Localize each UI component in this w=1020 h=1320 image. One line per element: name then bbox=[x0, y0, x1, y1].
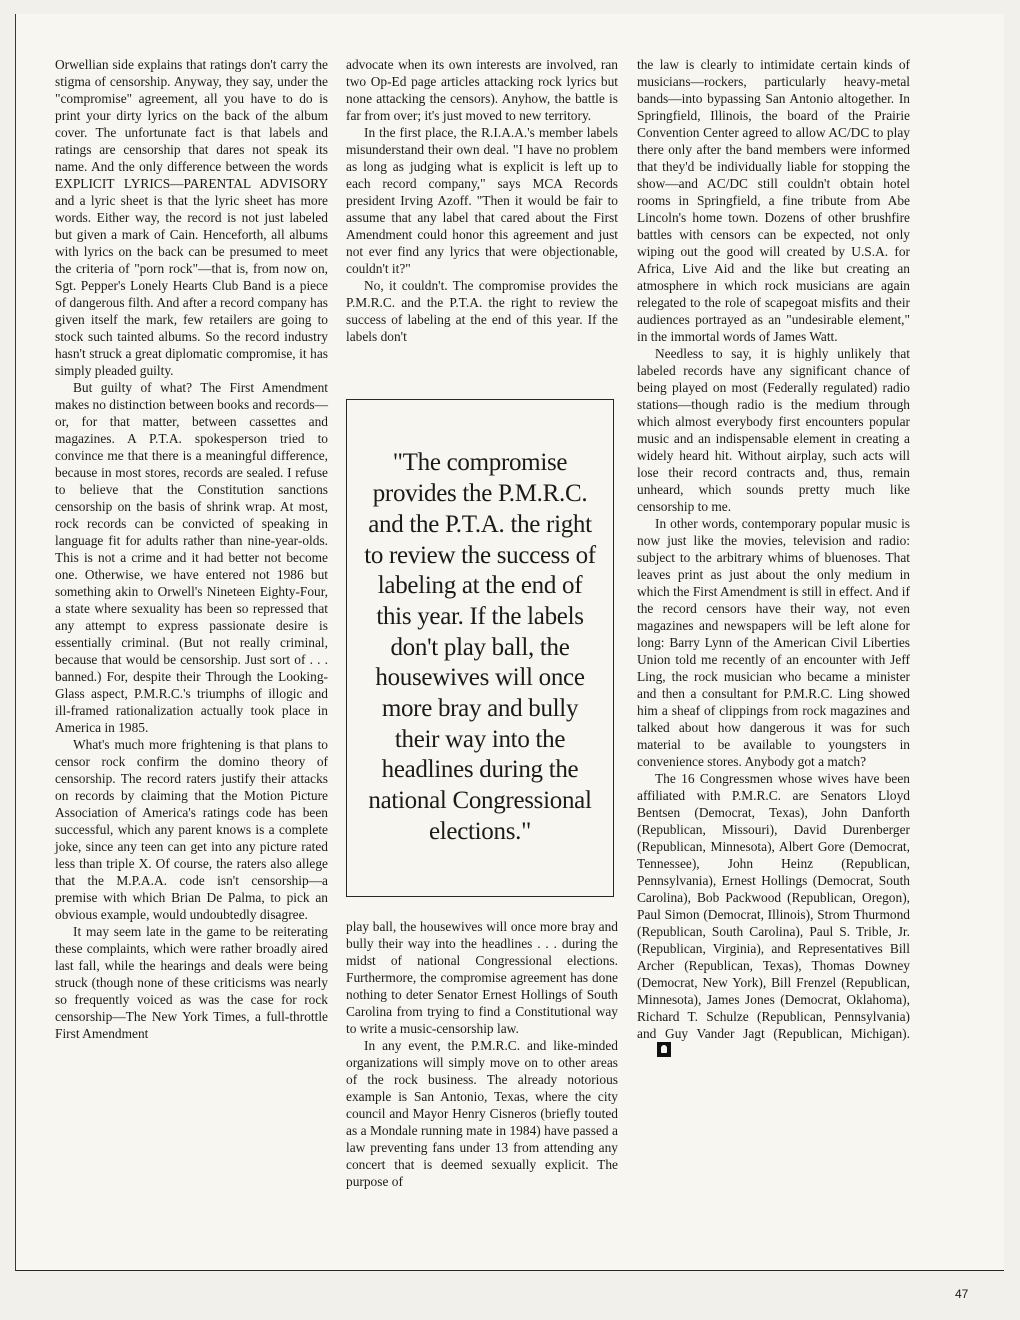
paragraph: the law is clearly to intimidate certain kinds of musicians—rockers, particularly heavy-metal bands—into bypassing San Antonio altogether. In Springfield, Illinois, the board of the Prairie Convention Center agreed to allow AC/DC to play there only after the band members were informed that they'd be individually liable for stopping the show—and AC/DC still couldn't obtain hotel rooms in Springfield, a fine tribute from Abe Lincoln's home town. Dozens of other brushfire battles with censors can be expected, not only wiping out the good will created by U.S.A. for Africa, Live Aid and the like but creating an atmosphere in which rock musicians are again relegated to the role of scapegoat misfits and their audiences portrayed as an "undesirable element," in the immortal words of James Watt. bbox=[637, 57, 910, 344]
paragraph: It may seem late in the game to be reiterating these complaints, which were rather broadly aired last fall, while the hearings and deals were being struck (though none of these criticisms was nearly so frequently voiced as was the case for rock censorship—The New York Times, a full-throttle First Amendment bbox=[55, 924, 328, 1041]
paragraph-text: The 16 Congressmen whose wives have been affiliated with P.M.R.C. are Senators Lloyd Bentsen (Democrat, Texas), John Danforth (Republican, Missouri), David Durenberger (Republican, Minnesota), Albert Gore (Democrat, Tennessee), John Heinz (Republican, Pennsylvania), Ernest Hollings (Democrat, South Carolina), Bob Packwood (Republican, Oregon), Paul Simon (Democrat, Illinois), Strom Thurmond (Republican, South Carolina), Paul S. Trible, Jr. (Republican, Virginia), and Representatives Bill Archer (Republican, Texas), Thomas Downey (Democrat, New York), Bill Frenzel (Republican, Minnesota), James Jones (Democrat, Oklahoma), Richard T. Schulze (Republican, Pennsylvania) and Guy Vander Jagt (Republican, Michigan). bbox=[637, 771, 910, 1041]
paragraph: But guilty of what? The First Amendment makes no distinction between books and records—or, for that matter, between cassettes and magazines. A P.T.A. spokesperson tried to convince me that there is a meaningful difference, because in most stores, records are sealed. I refuse to believe that the Constitution sanctions censorship on the basis of shrink wrap. At most, rock records can be convicted of speaking in language fit for adults rather than nine-year-olds. This is not a crime and it had better not become one. Otherwise, we have entered not 1986 but something akin to Orwell's Nineteen Eighty-Four, a state where sexuality has been so repressed that any attempt to express passionate desire is essentially criminal. (But not really criminal, because that would be censorship. Just sort of . . . banned.) For, despite their Through the Looking-Glass aspect, P.M.R.C.'s triumphs of illogic and ill-framed rationalization actually took place in America in 1985. bbox=[55, 380, 328, 735]
paragraph: In other words, contemporary popular music is now just like the movies, television and radio: subject to the arbitrary whims of bluenoses. That leaves print as just about the only medium in which the First Amendment is still in effect. And if the record censors have their way, not even magazines and newspapers will be left alone for long: Barry Lynn of the American Civil Liberties Union told me recently of an encounter with Jeff Ling, the rock musician who became a minister and then a consultant for P.M.R.C. Ling showed him a sheaf of clippings from rock magazines and talked about how dangerous it was for such material to be available to youngsters in convenience stores. Anybody got a match? bbox=[637, 516, 910, 769]
paragraph: In any event, the P.M.R.C. and like-minded organizations will simply move on to other areas of the rock business. The already notorious example is San Antonio, Texas, where the city council and Mayor Henry Cisneros (briefly touted as a Mondale running mate in 1984) have passed a law preventing fans under 13 from attending any concert that is deemed sexually explicit. The purpose of bbox=[346, 1038, 618, 1189]
paragraph: In the first place, the R.I.A.A.'s member labels misunderstand their own deal. "I have no problem as long as judging what is explicit is left up to each record company," says MCA Records president Irving Azoff. "Then it would be fair to assume that any label that cared about the First Amendment could honor this agreement and just not ever find any lyrics that were objectionable, couldn't it?" bbox=[346, 125, 618, 276]
pull-quote-box bbox=[346, 399, 614, 897]
column-2-bottom bbox=[346, 918, 618, 1190]
column-1 bbox=[55, 56, 328, 1042]
last-paragraph bbox=[637, 770, 910, 1059]
paragraph: No, it couldn't. The compromise provides the P.M.R.C. and the P.T.A. the right to review the success of labeling at the end of this year. If the labels don't bbox=[346, 278, 618, 344]
pull-quote-text: "The compromise provides the P.M.R.C. and the P.T.A. the right to review the success of labeling at the end of this year. If the labels don't play ball, the housewives will once more bray and bully their way into the headlines during the national Congressional elections." bbox=[364, 449, 596, 845]
paragraph: play ball, the housewives will once more bray and bully their way into the headlines . . . during the midst of national Congressional elections. Furthermore, the compromise agreement has done nothing to deter Senator Ernest Hollings of South Carolina from trying to find a Constitutional way to write a music-censorship law. bbox=[346, 919, 618, 1036]
left-edge-rule bbox=[15, 14, 16, 1271]
paragraph: advocate when its own interests are involved, ran two Op-Ed page articles attacking rock lyrics but none attacking the censors). Anyhow, the battle is far from over; it's just moved to new territory. bbox=[346, 57, 618, 123]
rabbit-head-icon bbox=[657, 1042, 671, 1057]
bottom-rule bbox=[16, 1270, 1004, 1271]
column-2-top bbox=[346, 56, 618, 345]
column-3 bbox=[637, 56, 910, 1059]
paragraph: What's much more frightening is that plans to censor rock confirm the domino theory of censorship. The record raters justify their attacks on records by claiming that the Motion Picture Association of America's ratings code has been successful, which any parent knows is a complete joke, since any teen can get into any picture rated less than triple X. Of course, the raters also allege that the M.P.A.A. code isn't censorship—a premise with which Brian De Palma, to pick an obvious example, would undoubtedly disagree. bbox=[55, 737, 328, 922]
paragraph: Orwellian side explains that ratings don't carry the stigma of censorship. Anyway, they say, under the "compromise" agreement, all you have to do is print your dirty lyrics on the back of the album cover. The unfortunate fact is that labels and ratings are censorship that dares not speak its name. And the only difference between the words EXPLICIT LYRICS—PARENTAL ADVISORY and a lyric sheet is that the lyric sheet has more words. Either way, the record is not just labeled but given a mark of Cain. Henceforth, all albums with lyrics on the back can be presumed to meet the criteria of "porn rock"—that is, from now on, Sgt. Pepper's Lonely Hearts Club Band is a piece of dangerous filth. And after a record company has given itself the mark, few retailers are going to stock such tainted albums. So the record industry hasn't struck a great diplomatic compromise, it has simply pleaded guilty. bbox=[55, 57, 328, 378]
page-number: 47 bbox=[955, 1287, 969, 1301]
paragraph: Needless to say, it is highly unlikely that labeled records have any significant chance of being played on most (Federally regulated) radio stations—though radio is the medium through which almost everybody first encounters popular music and an indispensable element in creating a widely heard hit. Without airplay, such acts will lose their record contracts and, thus, remain unheard, which sounds pretty much like censorship to me. bbox=[637, 346, 910, 514]
